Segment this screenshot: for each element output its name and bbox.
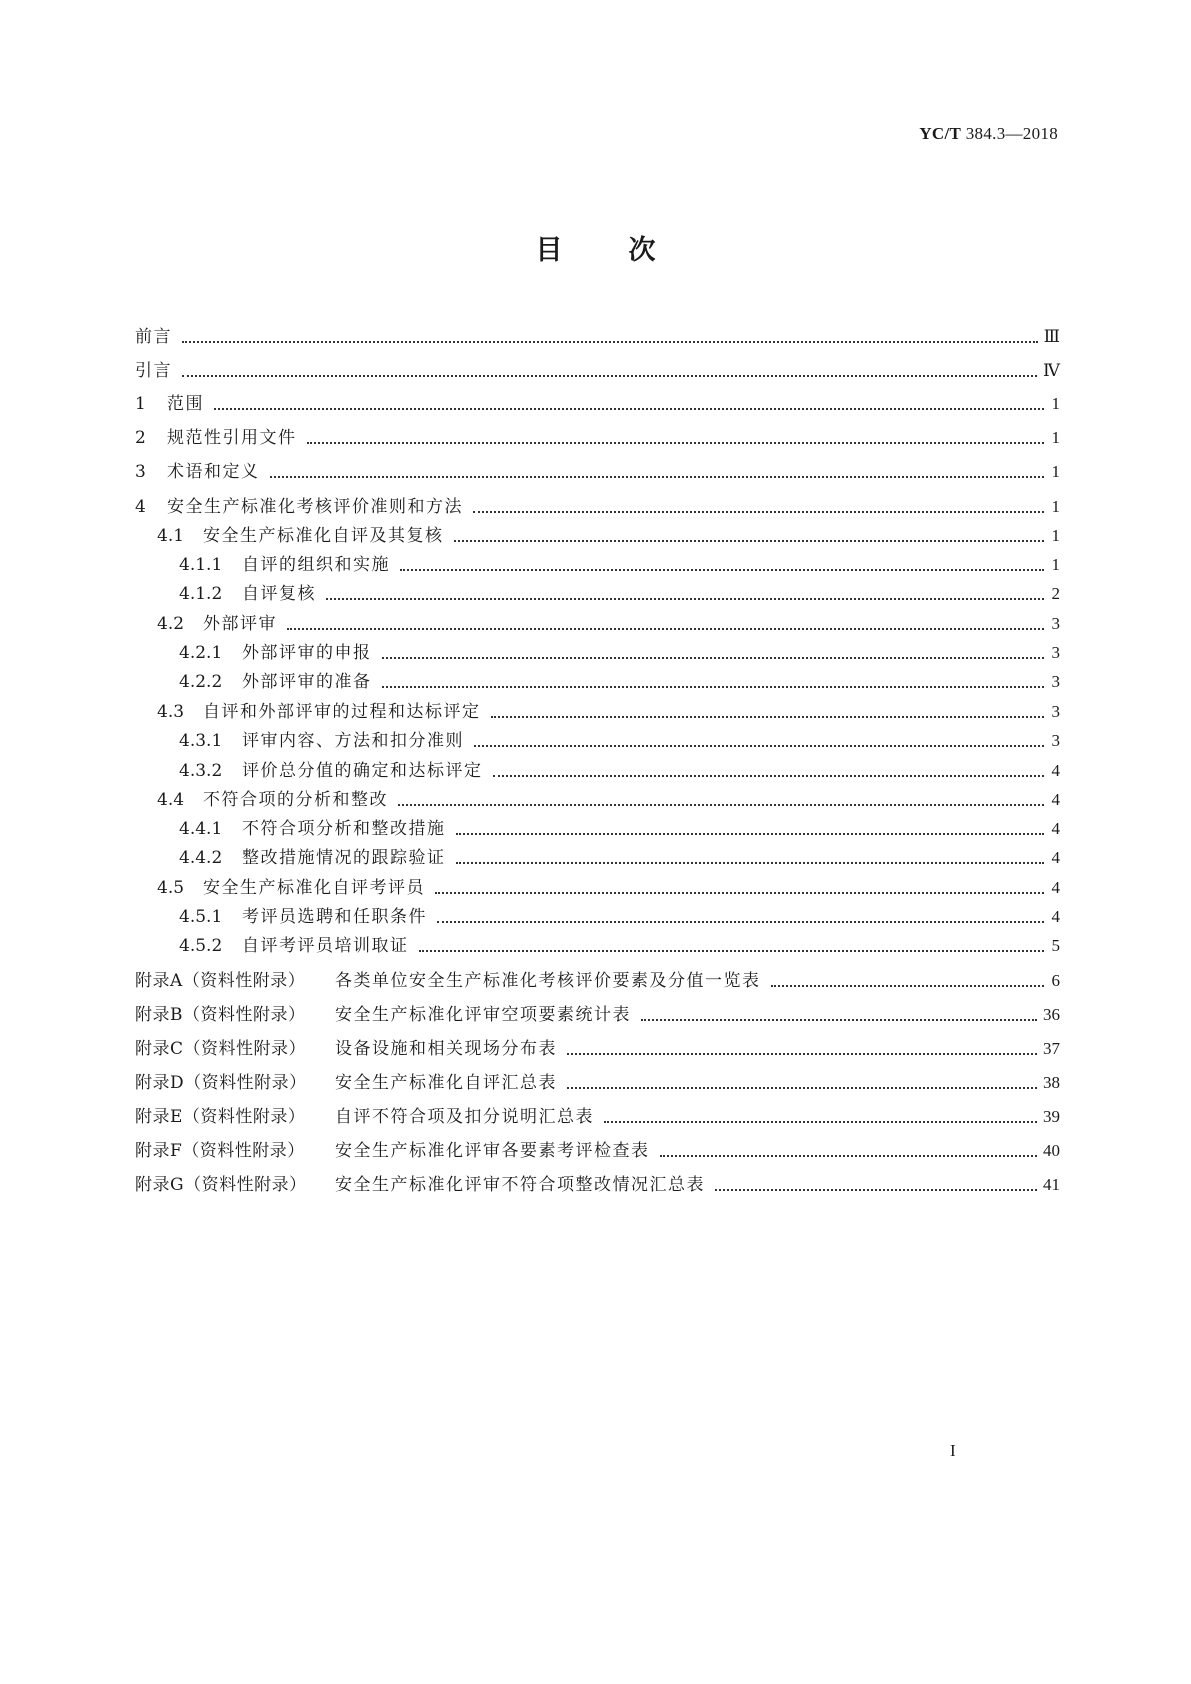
toc-entry-number: 4.3.2 [179, 761, 223, 781]
toc-entry-label: 自评的组织和实施 [242, 555, 390, 575]
toc-entry-label: 外部评审的准备 [242, 672, 372, 692]
toc-entry-label: 范围 [167, 394, 204, 414]
toc-entry[interactable] [135, 1139, 1060, 1163]
toc-entry-label: 各类单位安全生产标准化考核评价要素及分值一览表 [335, 971, 761, 991]
toc-leader-dots [456, 833, 1045, 835]
toc-entry[interactable] [179, 759, 1060, 783]
toc-entry-number: 附录A（资料性附录） [135, 971, 306, 991]
toc-entry-label: 评审内容、方法和扣分准则 [242, 731, 464, 751]
toc-entry-page: 1 [1051, 394, 1060, 413]
toc-entry[interactable] [135, 359, 1060, 383]
page-number: I [950, 1441, 956, 1460]
toc-leader-dots [326, 598, 1044, 600]
toc-leader-dots [715, 1189, 1037, 1191]
toc-entry-number: 4.4 [157, 790, 185, 810]
toc-entry-label: 安全生产标准化自评汇总表 [335, 1073, 557, 1093]
toc-entry-number: 附录F（资料性附录） [135, 1141, 305, 1161]
toc-entry-label: 不符合项分析和整改措施 [242, 819, 446, 839]
toc-entry-page: 4 [1051, 761, 1060, 780]
toc-entry-number: 4.5.2 [179, 936, 223, 956]
toc-entry-label: 自评复核 [242, 584, 316, 604]
toc-leader-dots [182, 375, 1037, 377]
toc-entry[interactable] [135, 460, 1060, 484]
toc-entry[interactable] [179, 670, 1060, 694]
toc-entry[interactable] [135, 495, 1060, 519]
toc-entry-page: 37 [1043, 1039, 1060, 1058]
toc-entry-number: 附录G（资料性附录） [135, 1175, 307, 1195]
toc-entry[interactable] [179, 846, 1060, 870]
toc-entry-label: 前言 [135, 327, 172, 347]
title-char-2: 次 [628, 235, 656, 266]
toc-leader-dots [454, 540, 1045, 542]
toc-leader-dots [419, 950, 1045, 952]
toc-entry-label: 外部评审的申报 [242, 643, 372, 663]
toc-entry-number: 1 [135, 394, 146, 414]
toc-entry[interactable] [157, 700, 1060, 724]
toc-entry-page: 5 [1051, 936, 1060, 955]
toc-entry-page: 3 [1051, 672, 1060, 691]
toc-leader-dots [567, 1087, 1037, 1089]
toc-entry[interactable] [179, 641, 1060, 665]
toc-entry-label: 术语和定义 [167, 462, 260, 482]
toc-entry-page: 3 [1051, 731, 1060, 750]
toc-entry[interactable] [157, 788, 1060, 812]
toc-entry[interactable] [157, 612, 1060, 636]
toc-entry-number: 4.4.2 [179, 848, 223, 868]
toc-entry[interactable] [135, 325, 1060, 349]
toc-leader-dots [493, 775, 1045, 777]
toc-entry-page: 4 [1051, 819, 1060, 838]
toc-entry-number: 附录B（资料性附录） [135, 1005, 306, 1025]
toc-leader-dots [307, 442, 1045, 444]
toc-entry-number: 附录D（资料性附录） [135, 1073, 307, 1093]
standard-code [919, 124, 1058, 144]
title-char-1: 目 [535, 235, 563, 266]
toc-entry-page: 1 [1051, 462, 1060, 481]
toc-entry[interactable] [135, 969, 1060, 993]
toc-leader-dots [456, 862, 1045, 864]
toc-entry[interactable] [135, 426, 1060, 450]
toc-entry-number: 4.1.1 [179, 555, 223, 575]
toc-entry-number: 4.4.1 [179, 819, 223, 839]
toc-entry[interactable] [179, 553, 1060, 577]
toc-leader-dots [435, 892, 1044, 894]
toc-entry-page: 39 [1043, 1107, 1060, 1126]
toc-entry-label: 安全生产标准化自评及其复核 [203, 526, 444, 546]
toc-entry-label: 安全生产标准化自评考评员 [203, 878, 425, 898]
toc-entry-number: 4.1 [157, 526, 185, 546]
toc-entry-page: 3 [1051, 643, 1060, 662]
toc-entry-label: 安全生产标准化评审各要素考评检查表 [335, 1141, 650, 1161]
toc-entry-label: 评价总分值的确定和达标评定 [242, 761, 483, 781]
toc-entry-number: 3 [135, 462, 146, 482]
toc-entry-number: 4.2.2 [179, 672, 223, 692]
toc-entry-number: 附录C（资料性附录） [135, 1039, 307, 1059]
toc-entry-label: 引言 [135, 361, 172, 381]
toc-entry-label: 外部评审 [203, 614, 277, 634]
toc-entry[interactable] [157, 524, 1060, 548]
toc-entry-number: 2 [135, 428, 146, 448]
toc-entry-page: 3 [1051, 614, 1060, 633]
standard-number: 384.3—2018 [965, 124, 1058, 143]
toc-leader-dots [382, 686, 1045, 688]
toc-entry-number: 4.1.2 [179, 584, 223, 604]
toc-entry-number: 4.3.1 [179, 731, 223, 751]
toc-leader-dots [182, 341, 1038, 343]
toc-entry-label: 不符合项的分析和整改 [203, 790, 388, 810]
standard-prefix: YC/T [919, 124, 962, 143]
toc-entry[interactable] [135, 1003, 1060, 1027]
toc-entry-page: 38 [1043, 1073, 1060, 1092]
toc-entry[interactable] [179, 934, 1060, 958]
toc-entry-page: 1 [1051, 526, 1060, 545]
toc-entry-label: 安全生产标准化评审空项要素统计表 [335, 1005, 631, 1025]
toc-leader-dots [604, 1121, 1037, 1123]
toc-leader-dots [473, 511, 1044, 513]
toc-entry-page: 4 [1051, 907, 1060, 926]
toc-entry-number: 附录E（资料性附录） [135, 1107, 306, 1127]
toc-entry-label: 整改措施情况的跟踪验证 [242, 848, 446, 868]
toc-entry-number: 4.3 [157, 702, 185, 722]
toc-entry-page: 6 [1051, 971, 1060, 990]
toc-entry-page: 4 [1051, 790, 1060, 809]
toc-leader-dots [660, 1155, 1038, 1157]
toc-entry-page: 41 [1043, 1175, 1060, 1194]
toc-entry-label: 自评考评员培训取证 [242, 936, 409, 956]
toc-entry[interactable] [179, 905, 1060, 929]
toc-entry-page: Ⅳ [1043, 361, 1060, 380]
toc-leader-dots [287, 628, 1044, 630]
toc-entry-page: Ⅲ [1043, 327, 1060, 346]
toc-entry-label: 考评员选聘和任职条件 [242, 907, 427, 927]
toc-entry-page: 3 [1051, 702, 1060, 721]
toc-leader-dots [214, 408, 1044, 410]
toc-entry[interactable] [135, 1071, 1060, 1095]
toc-entry-number: 4 [135, 497, 146, 517]
toc-leader-dots [400, 569, 1044, 571]
toc-leader-dots [398, 804, 1044, 806]
toc-leader-dots [270, 476, 1045, 478]
toc-entry-label: 安全生产标准化考核评价准则和方法 [167, 497, 463, 517]
toc-entry-page: 4 [1051, 878, 1060, 897]
toc-leader-dots [437, 921, 1044, 923]
toc-entry-label: 规范性引用文件 [167, 428, 297, 448]
toc-entry-number: 4.5.1 [179, 907, 223, 927]
toc-leader-dots [474, 745, 1044, 747]
toc-leader-dots [641, 1019, 1037, 1021]
toc-entry-page: 2 [1051, 584, 1060, 603]
toc-entry-number: 4.5 [157, 878, 185, 898]
toc-entry[interactable] [135, 1105, 1060, 1129]
toc-entry-label: 安全生产标准化评审不符合项整改情况汇总表 [335, 1175, 705, 1195]
toc-entry[interactable] [157, 876, 1060, 900]
toc-entry-label: 自评和外部评审的过程和达标评定 [203, 702, 481, 722]
toc-entry[interactable] [179, 817, 1060, 841]
toc-entry-page: 1 [1051, 497, 1060, 516]
toc-leader-dots [491, 716, 1045, 718]
toc-entry-page: 36 [1043, 1005, 1060, 1024]
toc-entry-page: 4 [1051, 848, 1060, 867]
toc-entry[interactable] [179, 729, 1060, 753]
toc-entry-number: 4.2.1 [179, 643, 223, 663]
toc-entry-page: 1 [1051, 428, 1060, 447]
toc-leader-dots [382, 657, 1045, 659]
toc-leader-dots [567, 1053, 1037, 1055]
toc-entry-label: 自评不符合项及扣分说明汇总表 [335, 1107, 594, 1127]
toc-entry-page: 1 [1051, 555, 1060, 574]
toc-entry[interactable] [179, 582, 1060, 606]
toc-entry-number: 4.2 [157, 614, 185, 634]
toc-entry-page: 40 [1043, 1141, 1060, 1160]
page-title [0, 228, 1191, 267]
toc-entry[interactable] [135, 1173, 1060, 1197]
toc-entry[interactable] [135, 1037, 1060, 1061]
toc-entry[interactable] [135, 392, 1060, 416]
toc-entry-label: 设备设施和相关现场分布表 [335, 1039, 557, 1059]
toc-leader-dots [771, 985, 1045, 987]
